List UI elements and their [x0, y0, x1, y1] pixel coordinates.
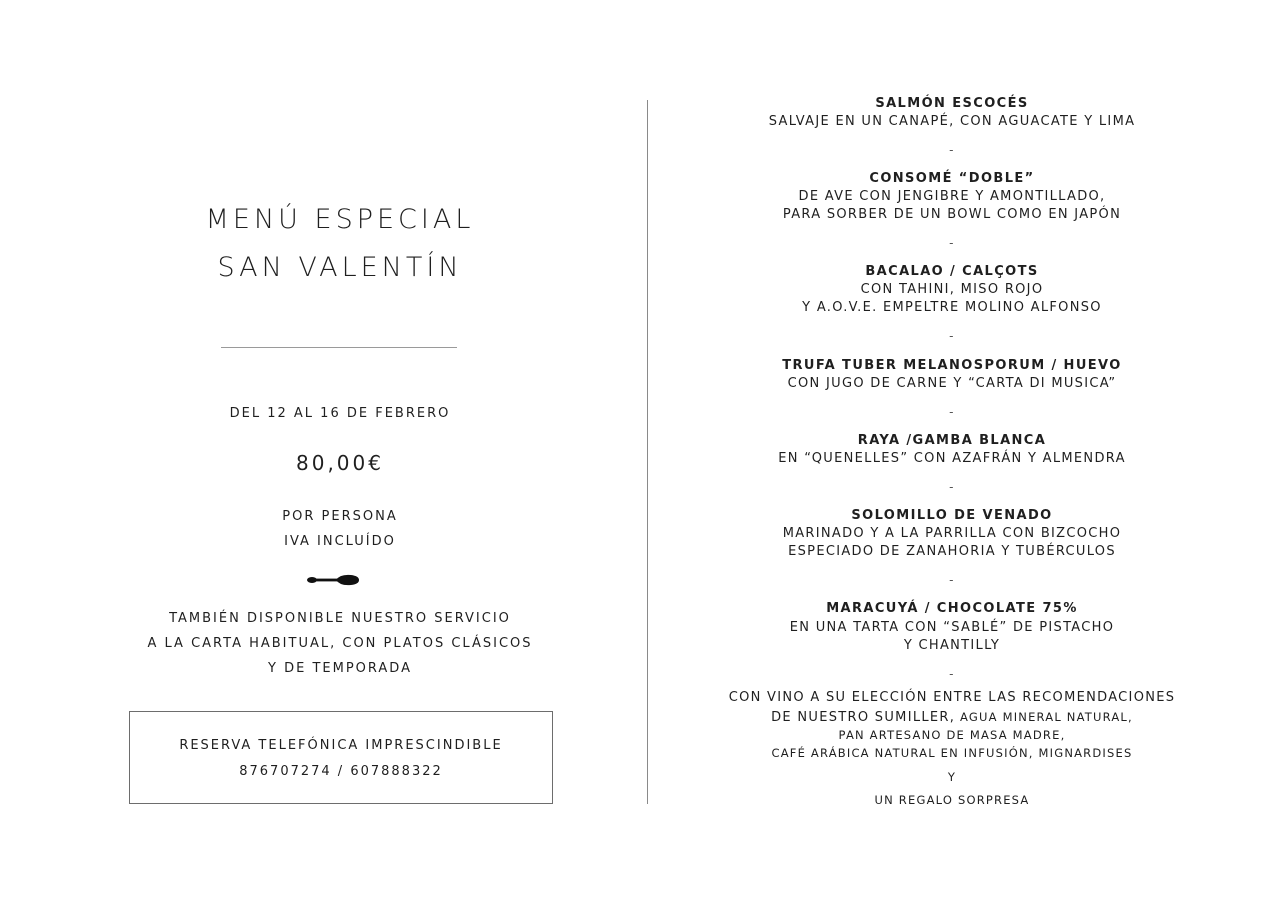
dish-description: EN “QUENELLES” CON AZAFRÁN Y ALMENDRA — [778, 451, 1126, 466]
dish-name: RAYA /GAMBA BLANCA — [857, 433, 1047, 448]
wine-line2 — [652, 708, 1252, 727]
reservation-box — [129, 711, 553, 804]
dish-description: CON TAHINI, MISO ROJO — [860, 282, 1044, 297]
dish-separator: - — [949, 667, 955, 681]
dish-description: PARA SORBER DE UN BOWL COMO EN JAPÓN — [782, 207, 1122, 222]
spoon-icon — [306, 573, 360, 587]
dish-separator: - — [949, 329, 955, 343]
reservation-label: RESERVA TELEFÓNICA IMPRESCINDIBLE — [179, 738, 503, 753]
dish-description: Y A.O.V.E. EMPELTRE MOLINO ALFONSO — [802, 300, 1102, 315]
dish-name: BACALAO / CALÇOTS — [865, 264, 1039, 279]
dish-description: Y CHANTILLY — [903, 638, 1001, 653]
column-divider — [647, 100, 648, 804]
wine-line2-sommelier: DE NUESTRO SUMILLER, — [771, 710, 956, 725]
vat-label: IVA INCLUÍDO — [284, 534, 396, 549]
dish-name: MARACUYÁ / CHOCOLATE 75% — [826, 601, 1078, 616]
per-person-label: POR PERSONA — [282, 509, 398, 524]
gift-label: UN REGALO SORPRESA — [874, 793, 1030, 807]
dish-description: SALVAJE EN UN CANAPÉ, CON AGUACATE Y LIMA — [768, 114, 1136, 129]
menu-title-line2: SAN VALENTÍN — [217, 252, 463, 283]
dish-description: CON JUGO DE CARNE Y “CARTA DI MUSICA” — [787, 376, 1117, 391]
dish-separator: - — [949, 236, 955, 250]
menu-dates: DEL 12 AL 16 DE FEBRERO — [229, 406, 451, 421]
also-available-line2: A LA CARTA HABITUAL, CON PLATOS CLÁSICOS — [147, 636, 533, 651]
dish-separator: - — [949, 480, 955, 494]
wine-line1: CON VINO A SU ELECCIÓN ENTRE LAS RECOMENDACIONES — [728, 690, 1176, 705]
dish-description: EN UNA TARTA CON “SABLÉ” DE PISTACHO — [789, 620, 1115, 635]
wine-line3: PAN ARTESANO DE MASA MADRE, — [838, 728, 1066, 742]
also-available-line1: TAMBIÉN DISPONIBLE NUESTRO SERVICIO — [169, 611, 511, 626]
dish-separator: - — [949, 573, 955, 587]
dish-description: DE AVE CON JENGIBRE Y AMONTILLADO, — [798, 189, 1106, 204]
dish-name: SOLOMILLO DE VENADO — [851, 508, 1053, 523]
dish-name: SALMÓN ESCOCÉS — [875, 96, 1029, 111]
menu-title-line1: MENÚ ESPECIAL — [205, 204, 475, 235]
dish-description: MARINADO Y A LA PARRILLA CON BIZCOCHO — [782, 526, 1122, 541]
reservation-phones: 876707274 / 607888322 — [239, 764, 443, 779]
dish-name: TRUFA TUBER MELANOSPORUM / HUEVO — [782, 358, 1122, 373]
menu-price: 80,00€ — [296, 451, 384, 475]
dish-separator: - — [949, 405, 955, 419]
and-label: Y — [947, 770, 957, 784]
dish-separator: - — [949, 143, 955, 157]
wine-line2-water: AGUA MINERAL NATURAL, — [955, 710, 1133, 724]
title-divider — [221, 347, 457, 348]
also-available-line3: Y DE TEMPORADA — [268, 661, 412, 676]
dish-name: CONSOMÉ “DOBLE” — [869, 171, 1035, 186]
wine-line4: CAFÉ ARÁBICA NATURAL EN INFUSIÓN, MIGNARDISES — [771, 746, 1133, 760]
dish-description: ESPECIADO DE ZANAHORIA Y TUBÉRCULOS — [788, 544, 1116, 559]
